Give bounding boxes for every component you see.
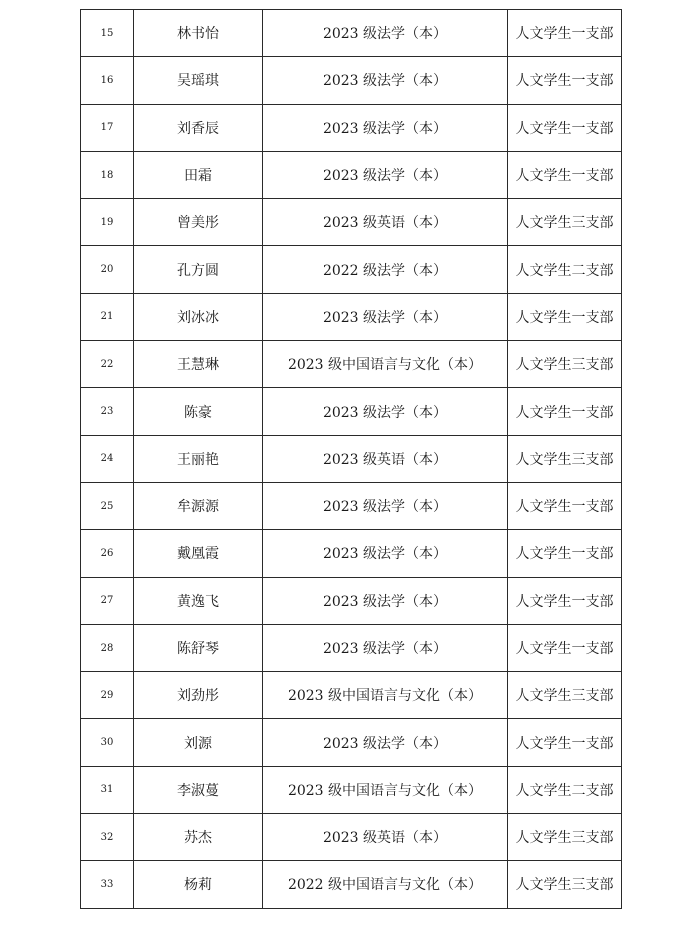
- row-number-cell: 28: [81, 624, 134, 671]
- branch-cell: 人文学生二支部: [508, 246, 622, 293]
- branch-cell: 人文学生一支部: [508, 624, 622, 671]
- student-name-cell: 杨莉: [134, 861, 263, 908]
- table-row: [81, 388, 622, 435]
- branch-cell: 人文学生三支部: [508, 861, 622, 908]
- student-name-cell: 陈舒琴: [134, 624, 263, 671]
- row-number-cell: 23: [81, 388, 134, 435]
- class-cell: 2023 级法学（本）: [263, 482, 508, 529]
- student-name-cell: 牟源源: [134, 482, 263, 529]
- student-name-cell: 孔方圆: [134, 246, 263, 293]
- table-row: [81, 719, 622, 766]
- table-row: [81, 577, 622, 624]
- branch-cell: 人文学生三支部: [508, 435, 622, 482]
- row-number-cell: 26: [81, 530, 134, 577]
- branch-cell: 人文学生一支部: [508, 530, 622, 577]
- row-number-cell: 17: [81, 104, 134, 151]
- branch-cell: 人文学生一支部: [508, 57, 622, 104]
- row-number-cell: 15: [81, 10, 134, 57]
- student-name-cell: 戴凰霞: [134, 530, 263, 577]
- table-row: [81, 766, 622, 813]
- table-row: [81, 814, 622, 861]
- class-cell: 2023 级法学（本）: [263, 388, 508, 435]
- class-cell: 2023 级法学（本）: [263, 104, 508, 151]
- branch-cell: 人文学生二支部: [508, 766, 622, 813]
- branch-cell: 人文学生一支部: [508, 719, 622, 766]
- student-name-cell: 刘香辰: [134, 104, 263, 151]
- class-cell: 2023 级法学（本）: [263, 719, 508, 766]
- roster-sheet: [80, 9, 617, 909]
- student-name-cell: 李淑蔓: [134, 766, 263, 813]
- branch-cell: 人文学生一支部: [508, 151, 622, 198]
- class-cell: 2022 级法学（本）: [263, 246, 508, 293]
- row-number-cell: 27: [81, 577, 134, 624]
- student-name-cell: 曾美彤: [134, 199, 263, 246]
- row-number-cell: 22: [81, 341, 134, 388]
- branch-cell: 人文学生三支部: [508, 341, 622, 388]
- row-number-cell: 24: [81, 435, 134, 482]
- row-number-cell: 31: [81, 766, 134, 813]
- class-cell: 2023 级法学（本）: [263, 293, 508, 340]
- branch-cell: 人文学生三支部: [508, 672, 622, 719]
- student-name-cell: 刘冰冰: [134, 293, 263, 340]
- row-number-cell: 20: [81, 246, 134, 293]
- row-number-cell: 30: [81, 719, 134, 766]
- class-cell: 2023 级法学（本）: [263, 577, 508, 624]
- branch-cell: 人文学生一支部: [508, 388, 622, 435]
- class-cell: 2023 级法学（本）: [263, 624, 508, 671]
- row-number-cell: 19: [81, 199, 134, 246]
- table-row: [81, 435, 622, 482]
- class-cell: 2023 级中国语言与文化（本）: [263, 341, 508, 388]
- class-cell: 2023 级英语（本）: [263, 435, 508, 482]
- table-row: [81, 624, 622, 671]
- student-name-cell: 王慧琳: [134, 341, 263, 388]
- student-name-cell: 刘劲彤: [134, 672, 263, 719]
- table-row: [81, 482, 622, 529]
- student-name-cell: 王丽艳: [134, 435, 263, 482]
- row-number-cell: 18: [81, 151, 134, 198]
- table-row: [81, 151, 622, 198]
- branch-cell: 人文学生三支部: [508, 814, 622, 861]
- class-cell: 2023 级中国语言与文化（本）: [263, 672, 508, 719]
- student-name-cell: 吴瑶琪: [134, 57, 263, 104]
- branch-cell: 人文学生一支部: [508, 104, 622, 151]
- student-name-cell: 陈豪: [134, 388, 263, 435]
- table-row: [81, 199, 622, 246]
- class-cell: 2023 级法学（本）: [263, 10, 508, 57]
- roster-table: [80, 9, 622, 909]
- row-number-cell: 33: [81, 861, 134, 908]
- roster-table-body: [81, 10, 622, 909]
- table-row: [81, 341, 622, 388]
- table-row: [81, 530, 622, 577]
- table-row: [81, 861, 622, 908]
- table-row: [81, 293, 622, 340]
- branch-cell: 人文学生一支部: [508, 577, 622, 624]
- table-row: [81, 246, 622, 293]
- class-cell: 2023 级法学（本）: [263, 57, 508, 104]
- student-name-cell: 黄逸飞: [134, 577, 263, 624]
- table-row: [81, 104, 622, 151]
- class-cell: 2023 级中国语言与文化（本）: [263, 766, 508, 813]
- row-number-cell: 21: [81, 293, 134, 340]
- row-number-cell: 32: [81, 814, 134, 861]
- branch-cell: 人文学生一支部: [508, 482, 622, 529]
- branch-cell: 人文学生一支部: [508, 10, 622, 57]
- student-name-cell: 林书怡: [134, 10, 263, 57]
- row-number-cell: 25: [81, 482, 134, 529]
- class-cell: 2023 级英语（本）: [263, 814, 508, 861]
- student-name-cell: 刘源: [134, 719, 263, 766]
- class-cell: 2023 级英语（本）: [263, 199, 508, 246]
- table-row: [81, 57, 622, 104]
- table-row: [81, 672, 622, 719]
- branch-cell: 人文学生三支部: [508, 199, 622, 246]
- class-cell: 2022 级中国语言与文化（本）: [263, 861, 508, 908]
- row-number-cell: 29: [81, 672, 134, 719]
- student-name-cell: 田霜: [134, 151, 263, 198]
- class-cell: 2023 级法学（本）: [263, 151, 508, 198]
- table-row: [81, 10, 622, 57]
- branch-cell: 人文学生一支部: [508, 293, 622, 340]
- student-name-cell: 苏杰: [134, 814, 263, 861]
- row-number-cell: 16: [81, 57, 134, 104]
- class-cell: 2023 级法学（本）: [263, 530, 508, 577]
